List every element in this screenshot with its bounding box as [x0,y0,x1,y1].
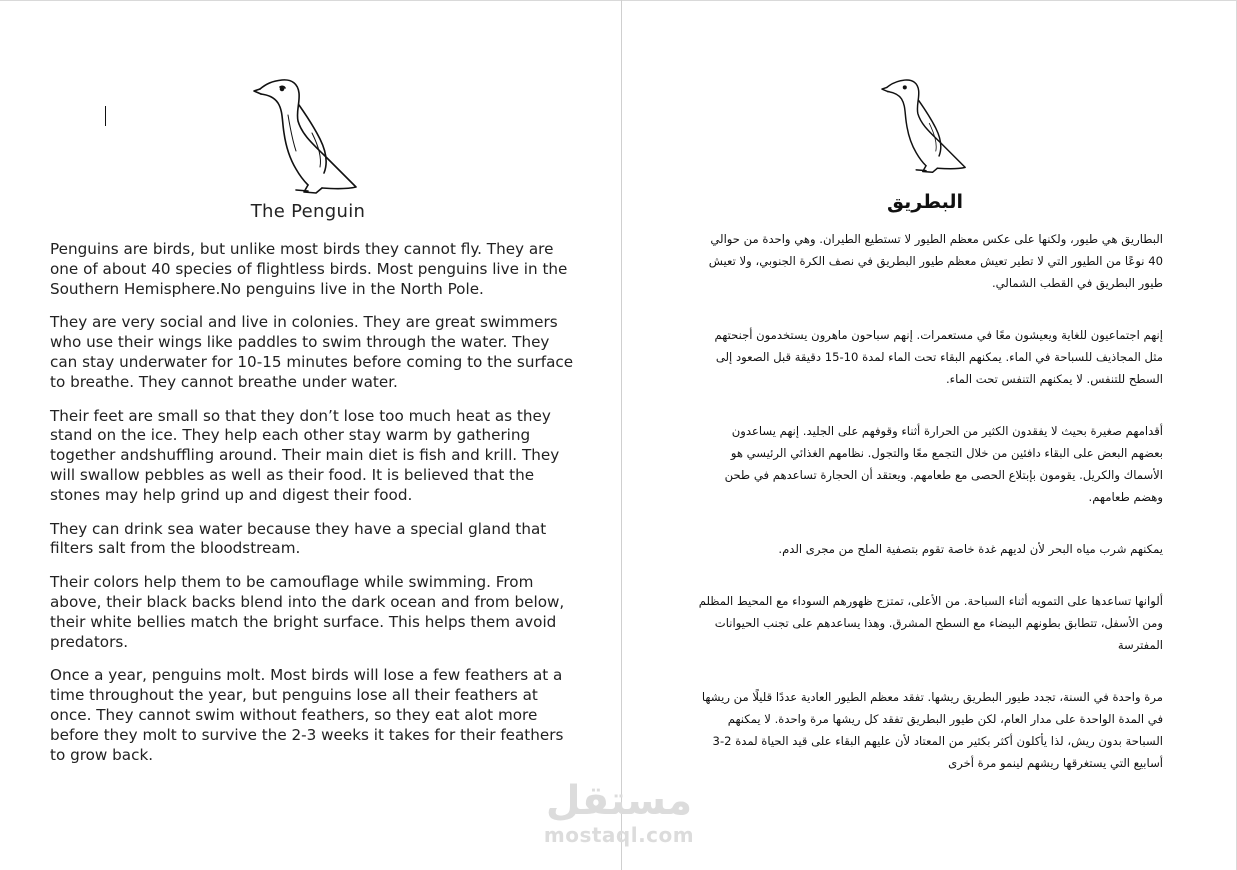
arabic-body [697,228,1163,804]
arabic-paragraph: ألوانها تساعدها على التمويه أثناء السباحة. من الأعلى، تمتزج ظهورهم السوداء مع المحيط المظلم ومن الأسفل، تتطابق بطونهم البيضاء مع السطح المشرق. وهذا يساعدهم على تجنب الحيوانات المفترسة [698,594,1163,652]
english-paragraph: They are very social and live in colonies. They are great swimmers who use their wings like paddles to swim through the water. They can stay underwater for 10-15 minutes before coming to the surface to breathe. They cannot breathe under water. [50,313,574,391]
arabic-paragraph: أقدامهم صغيرة بحيث لا يفقدون الكثير من الحرارة أثناء وقوفهم على الجليد. إنهم يساعدون بعضهم البعض على البقاء دافئين من خلال التجمع معًا والتجول. نظامهم الغذائي الرئيسي هو الأسماك والكريل. يقومون بإبتلاع الحصى مع طعامهم. ويعتقد أن الحجارة تساعدهم في طحن وهضم طعامهم. [724,424,1163,504]
page-divider [621,0,622,870]
english-body [50,240,580,779]
arabic-paragraph: إنهم اجتماعيون للغاية ويعيشون معًا في مستعمرات. إنهم سباحون ماهرون يستخدمون أجنحتهم مثل المجاذيف للسباحة في الماء. يمكنهم البقاء تحت الماء لمدة 10-15 دقيقة قبل الصعود إلى السطح للتنفس. لا يمكنهم التنفس تحت الماء. [714,328,1163,386]
arabic-paragraph: يمكنهم شرب مياه البحر لأن لديهم غدة خاصة تقوم بتصفية الملح من مجرى الدم. [778,542,1163,556]
penguin-illustration [880,76,972,178]
arabic-paragraph: البطاريق هي طيور، ولكنها على عكس معظم الطيور لا تستطيع الطيران. وهي واحدة من حوالي 40 نوعًا من الطيور التي لا تطير تعيش معظم طيور البطريق في نصف الكرة الجنوبي، ولا تعيش طيور البطريق في القطب الشمالي. [708,232,1163,290]
arabic-paragraph: مرة واحدة في السنة، تجدد طيور البطريق ريشها. تفقد معظم الطيور العادية عددًا قليلًا من ريشها في المدة الواحدة على مدار العام، لكن طيور البطريق تفقد كل ريشها مرة واحدة. لا يمكنهم السباحة بدون ريش، لذا يأكلون أكثر بكثير من المعتاد لأن عليهم البقاء على قيد الحياة لمدة 2-3 أسابيع التي يستغرقها ريشهم لينمو مرة أخرى [701,690,1163,770]
penguin-illustration [252,75,364,200]
english-paragraph: They can drink sea water because they have a special gland that filters salt from the bloodstream. [50,519,547,558]
english-paragraph: Penguins are birds, but unlike most birds they cannot fly. They are one of about 40 species of flightless birds. Most penguins live in the Southern Hemisphere.No penguins live in the North Pole. [50,240,568,298]
english-paragraph: Their feet are small so that they don’t lose too much heat as they stand on the ice. They help each other stay warm by gathering together andshuffling around. Their main diet is fish and krill. They will swallow pebbles as well as their food. It is believed that the stones may help grind up and digest their food. [50,406,560,504]
watermark-arabic: مستقل [545,778,693,824]
text-cursor [105,106,106,126]
watermark-latin: mostaql.com [543,823,695,847]
english-title: The Penguin [250,201,366,222]
english-paragraph: Their colors help them to be camouflage while swimming. From above, their black backs blend into the dark ocean and from below, their white bellies match the bright surface. This helps them avoid predators. [50,573,565,651]
arabic-title: البطريق [887,191,963,213]
english-paragraph: Once a year, penguins molt. Most birds will lose a few feathers at a time throughout the year, but penguins lose all their feathers at once. They cannot swim without feathers, so they eat alot more before they molt to survive the 2-3 weeks it takes for their feathers to grow back. [50,666,564,764]
